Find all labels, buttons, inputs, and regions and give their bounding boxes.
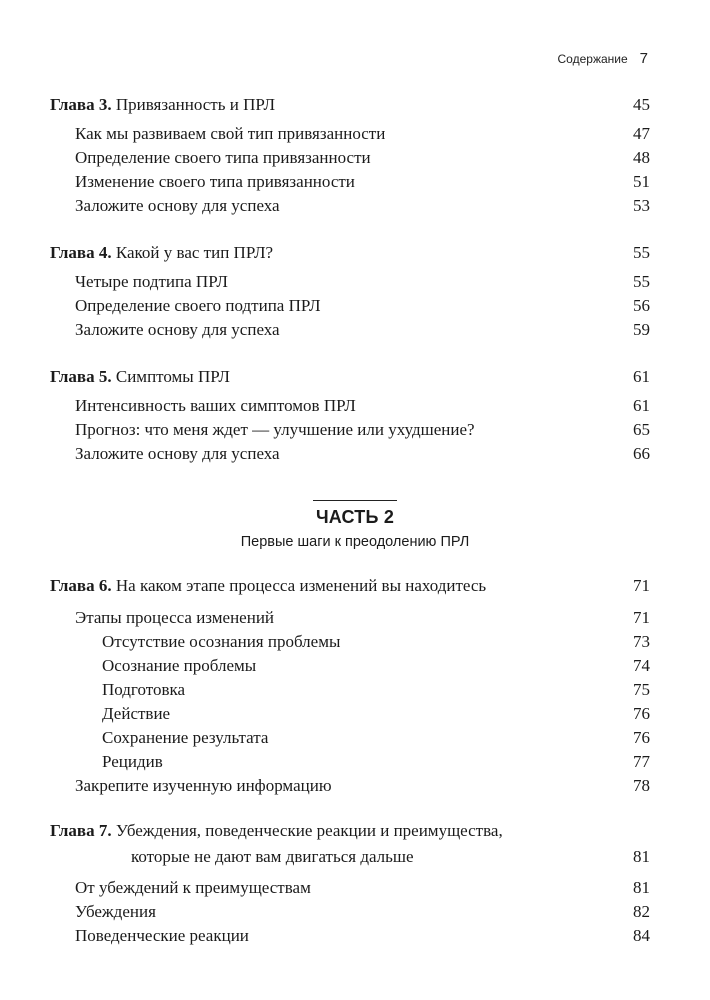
toc-entry[interactable] [50,170,650,194]
entry-title: Убеждения [75,902,156,921]
chapter-page: 81 [633,847,650,866]
toc-entry[interactable] [50,146,650,170]
toc-entry[interactable] [50,924,650,948]
toc-chapter-6 [50,573,650,798]
toc-entry[interactable] [50,900,650,924]
toc-chapter-3 [50,92,650,218]
entry-title: Этапы процесса изменений [75,608,275,627]
entry-title: Рецидив [102,752,163,771]
chapter-title: Привязанность и ПРЛ [115,95,276,114]
entry-page: 74 [633,656,650,675]
toc-entry[interactable] [50,606,650,630]
entry-page: 78 [633,776,650,795]
entry-page: 53 [633,196,650,215]
entry-page: 65 [633,420,650,439]
chapter-page: 61 [633,367,650,386]
toc-entry[interactable] [50,774,650,798]
chapter-title: Какой у вас тип ПРЛ? [115,243,274,262]
entry-title: Закрепите изученную информацию [75,776,332,795]
entry-page: 84 [633,926,650,945]
entry-title: Интенсивность ваших симптомов ПРЛ [75,396,356,415]
entry-page: 81 [633,878,650,897]
toc-chapter-5 [50,364,650,466]
toc-entry[interactable] [50,122,650,146]
chapter-label: Глава 5. [50,367,112,386]
entry-title: Четыре подтипа ПРЛ [75,272,228,291]
entry-page: 76 [633,728,650,747]
chapter-label: Глава 3. [50,95,112,114]
entry-title: Заложите основу для успеха [75,444,280,463]
chapter-label: Глава 4. [50,243,112,262]
toc-entry[interactable] [50,294,650,318]
entry-title: Определение своего подтипа ПРЛ [75,296,321,315]
toc-subentry[interactable] [50,630,650,654]
entry-page: 82 [633,902,650,921]
running-head [558,50,648,67]
entry-title: Изменение своего типа привязанности [75,172,355,191]
entry-title: Сохранение результата [102,728,269,747]
toc-chapter-4 [50,240,650,342]
toc-entry[interactable] [50,442,650,466]
part-title: ЧАСТЬ 2 [315,507,395,527]
toc-subentry[interactable] [50,654,650,678]
entry-title: От убеждений к преимуществам [75,878,311,897]
entry-title: Прогноз: что меня ждет — улучшение или ухудшение? [75,420,475,439]
toc-subentry[interactable] [50,726,650,750]
page-number: 7 [639,50,648,67]
toc-entry[interactable] [50,318,650,342]
chapter-heading[interactable] [50,818,650,870]
entry-page: 66 [633,444,650,463]
entry-page: 51 [633,172,650,191]
entry-page: 55 [633,272,650,291]
chapter-heading[interactable] [50,240,650,266]
toc-entry[interactable] [50,194,650,218]
running-head-title: Содержание [557,52,628,66]
chapter-title: Симптомы ПРЛ [115,367,230,386]
chapter-heading[interactable] [50,573,650,599]
entry-page: 76 [633,704,650,723]
entry-page: 59 [633,320,650,339]
chapter-page: 45 [633,95,650,114]
toc-entry[interactable] [50,876,650,900]
entry-page: 56 [633,296,650,315]
chapter-label: Глава 6. [50,576,112,595]
entry-page: 71 [633,608,650,627]
toc-subentry[interactable] [50,702,650,726]
toc-entry[interactable] [50,394,650,418]
toc-subentry[interactable] [50,678,650,702]
chapter-page: 71 [633,576,650,595]
entry-page: 47 [633,124,650,143]
entry-title: Как мы развиваем свой тип привязанности [75,124,386,143]
toc-chapter-7 [50,818,650,948]
part-subtitle: Первые шаги к преодолению ПРЛ [240,534,470,550]
entry-title: Поведенческие реакции [75,926,249,945]
chapter-label: Глава 7. [50,821,112,840]
toc-entry[interactable] [50,270,650,294]
chapter-title-line-1: Убеждения, поведенческие реакции и преимущества, [115,821,503,840]
entry-title: Отсутствие осознания проблемы [102,632,341,651]
chapter-title: На каком этапе процесса изменений вы находитесь [115,576,487,595]
chapter-heading[interactable] [50,92,650,118]
chapter-title-line-2: которые не дают вам двигаться дальше [131,847,414,866]
toc-entry[interactable] [50,418,650,442]
toc-subentry[interactable] [50,750,650,774]
entry-title: Заложите основу для успеха [75,320,280,339]
chapter-page: 55 [633,243,650,262]
entry-title: Определение своего типа привязанности [75,148,371,167]
entry-title: Осознание проблемы [102,656,257,675]
entry-title: Заложите основу для успеха [75,196,280,215]
entry-page: 73 [633,632,650,651]
part-rule [313,500,397,501]
entry-page: 75 [633,680,650,699]
entry-page: 77 [633,752,650,771]
entry-title: Подготовка [102,680,186,699]
chapter-heading[interactable] [50,364,650,390]
entry-page: 48 [633,148,650,167]
entry-title: Действие [102,704,171,723]
entry-page: 61 [633,396,650,415]
part-heading [0,500,710,550]
